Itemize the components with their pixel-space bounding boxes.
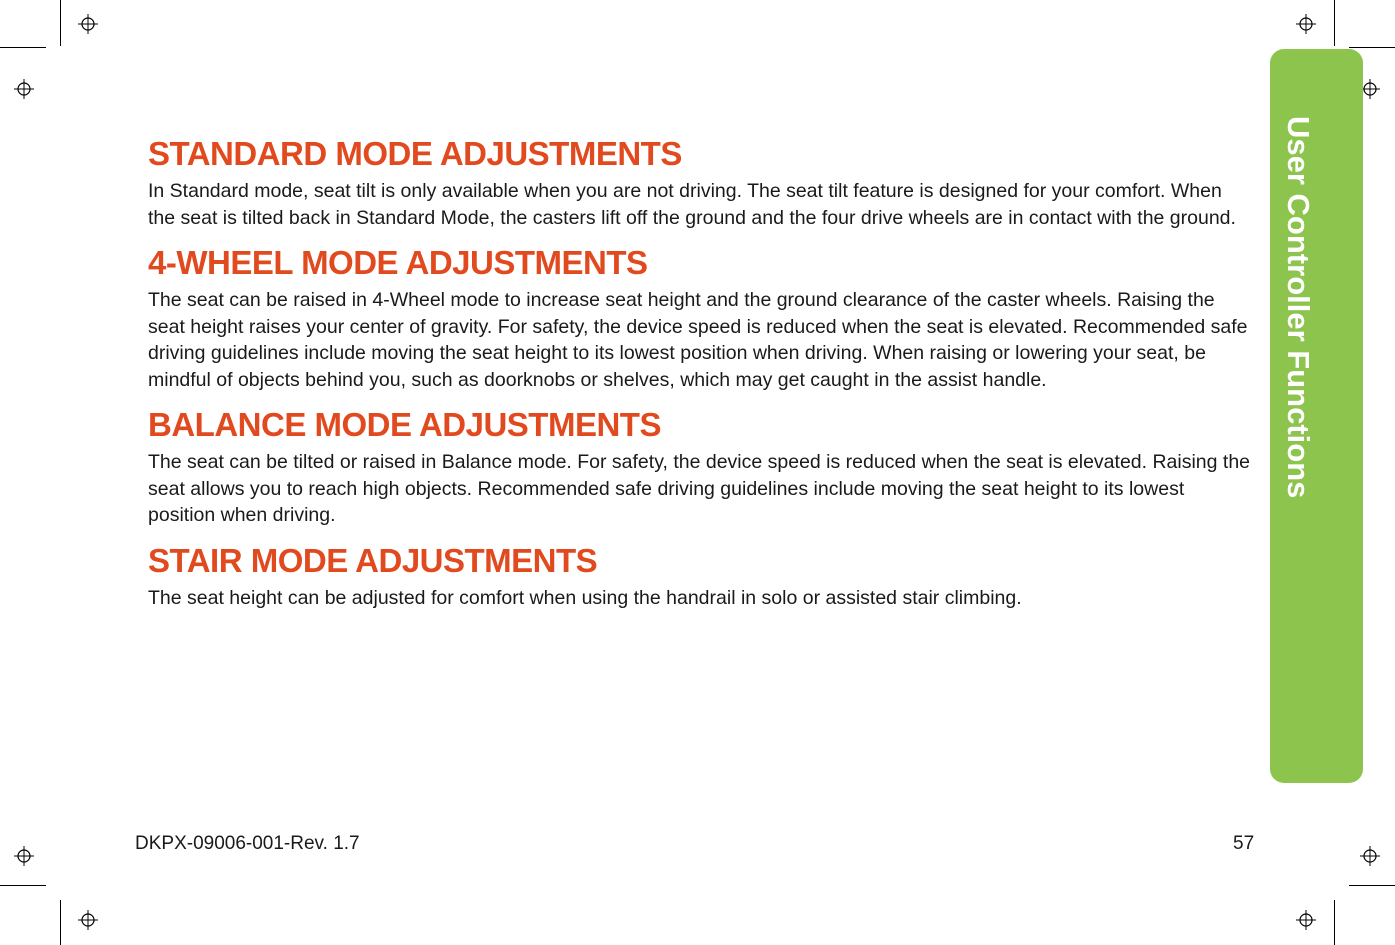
crop-mark <box>1349 47 1395 48</box>
section-body: In Standard mode, seat tilt is only available when you are not driving. The seat tilt feature is designed for your comfort. When the seat is tilted back in Standard Mode, the casters lift off the ground and the four drive wheels are in contact with the ground. <box>148 180 1236 229</box>
section-body: The seat can be raised in 4-Wheel mode to increase seat height and the ground clearance of the caster wheels. Raising the seat height raises your center of gravity. For safety, the device speed is reduced when the seat is elevated. Recommended safe driving guidelines include moving the seat height to its lowest position when driving. When raising or lowering your seat, be mindful of objects behind you, such as doorknobs or shelves, which may get caught in the assist handle. <box>148 289 1248 391</box>
section-heading: STANDARD MODE ADJUSTMENTS <box>148 135 682 172</box>
section-heading: STAIR MODE ADJUSTMENTS <box>148 541 598 579</box>
registration-mark-icon <box>1296 910 1316 930</box>
crop-mark <box>60 900 61 945</box>
crop-mark <box>1334 0 1335 46</box>
registration-mark-icon <box>78 14 98 34</box>
section-body: The seat can be tilted or raised in Balance mode. For safety, the device speed is reduced when the seat is elevated. Raising the seat allows you to reach high objects. Recommended safe driving guidelines include moving the seat height to its lowest position when driving. <box>148 451 1251 526</box>
registration-mark-icon <box>1360 846 1380 866</box>
section-body: The seat height can be adjusted for comfort when using the handrail in solo or assisted stair climbing. <box>148 586 1022 609</box>
section-heading: 4-WHEEL MODE ADJUSTMENTS <box>148 244 648 281</box>
registration-mark-icon <box>14 79 34 99</box>
footer-document-id: DKPX-09006-001-Rev. 1.7 <box>135 833 360 854</box>
registration-mark-icon <box>78 910 98 930</box>
section-standard-mode <box>148 134 1253 231</box>
section-heading: BALANCE MODE ADJUSTMENTS <box>148 406 661 443</box>
crop-mark <box>0 885 46 886</box>
section-stair-mode <box>148 541 1253 612</box>
section-4-wheel-mode <box>148 243 1253 393</box>
crop-mark <box>0 47 46 48</box>
crop-mark <box>60 0 61 46</box>
section-balance-mode <box>148 405 1253 529</box>
registration-mark-icon <box>1296 14 1316 34</box>
chapter-tab-label: User Controller Functions <box>1281 116 1316 499</box>
crop-mark <box>1349 885 1395 886</box>
footer-page-number: 57 <box>1233 833 1255 854</box>
page-content <box>148 134 1253 623</box>
registration-mark-icon <box>14 846 34 866</box>
registration-mark-icon <box>1360 79 1380 99</box>
crop-mark <box>1334 900 1335 945</box>
